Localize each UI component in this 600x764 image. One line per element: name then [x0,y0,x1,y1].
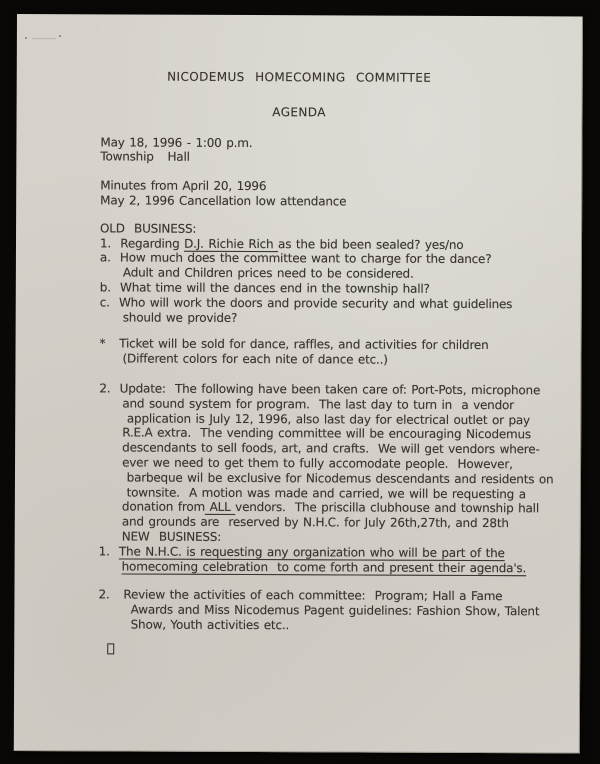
line-text: 1. [98,544,119,559]
line-text: May 2, 1996 Cancellation low attendance [100,193,347,209]
line-text: (Different colors for each nite of dance etc..) [99,351,388,367]
document-body [14,135,581,659]
line-text: 1. Regarding [99,235,185,251]
line-text: and sound system for program. The last day to turn in a vendor [99,396,514,412]
line-text: 2. Review the activities of each committee: Program; Hall a Fame [98,587,503,604]
line-text [98,642,107,656]
line-text: vendors. The priscilla clubhouse and township hall [235,500,540,516]
line-text: barbeque wil be exclusive for Nicodemus descendants and residents on [98,470,554,487]
pencil-speck [59,35,61,37]
line-text: townsite. A motion was made and carried, we will be requesting a [98,484,526,501]
pencil-dash [32,38,56,39]
line-text: and grounds are reserved by N.H.C. for July 26th,27th, and 28th [98,514,509,531]
underlined-text: D.J. Richie Rich [184,236,279,251]
line-text: OLD BUSINESS: [100,221,197,236]
underlined-text: ALL [204,500,236,515]
line-text: b. What time will the dances end in the township hall? [99,280,430,296]
line-text: Township Hall [100,149,190,165]
line-text: descendants to sell foods, art, and crafts. We will get vendors where- [99,440,540,457]
document-line [99,559,580,576]
line-text: a. How much does the committee want to charge for the dance? [99,250,492,267]
document-title: NICODEMUS HOMECOMING COMMITTEE [167,69,432,85]
line-text: NEW BUSINESS: [98,529,222,544]
underlined-text: The N.H.C. is requesting any organization who will be part of the [118,544,505,560]
line-text: ever we need to get them to fully accomodate people. However, [99,455,513,472]
line-text: Adult and Children prices need to be considered. [99,265,414,281]
underlined-text: homecoming celebration to come forth and present their agenda's. [121,558,527,575]
line-text: as the bid been sealed? yes/no [278,236,464,252]
document-line [98,617,579,634]
line-text: c. Who will work the doors and provide security and what guidelines [99,295,513,311]
document-line [100,150,581,167]
document-line [100,193,581,210]
document-line [99,352,580,369]
line-text: donation from [98,499,206,515]
pencil-speck [25,37,27,39]
line-text: Awards and Miss Nicodemus Pagent guidelines: Fashion Show, Talent [98,602,540,619]
line-text: Minutes from April 20, 1996 [100,178,267,194]
line-text: R.E.A extra. The vending committee will be encouraging Nicodemus [99,425,532,442]
document-line [100,310,581,327]
line-text: May 18, 1996 - 1:00 p.m. [100,134,253,150]
line-text: 2. Update: The following have been taken care of: Port-Pots, microphone [99,381,541,398]
document-page [14,14,583,753]
line-text: should we provide? [99,309,238,325]
line-text: * Ticket will be sold for dance, raffles, and activities for children [99,336,489,353]
line-text: Show, Youth activities etc.. [98,617,290,633]
box-artifact-glyph [107,643,114,654]
document-subtitle: AGENDA [272,104,326,120]
line-text [99,559,122,573]
document-line [98,642,579,659]
line-text: application is July 12, 1996, also last day for electrical outlet or pay [99,410,530,427]
